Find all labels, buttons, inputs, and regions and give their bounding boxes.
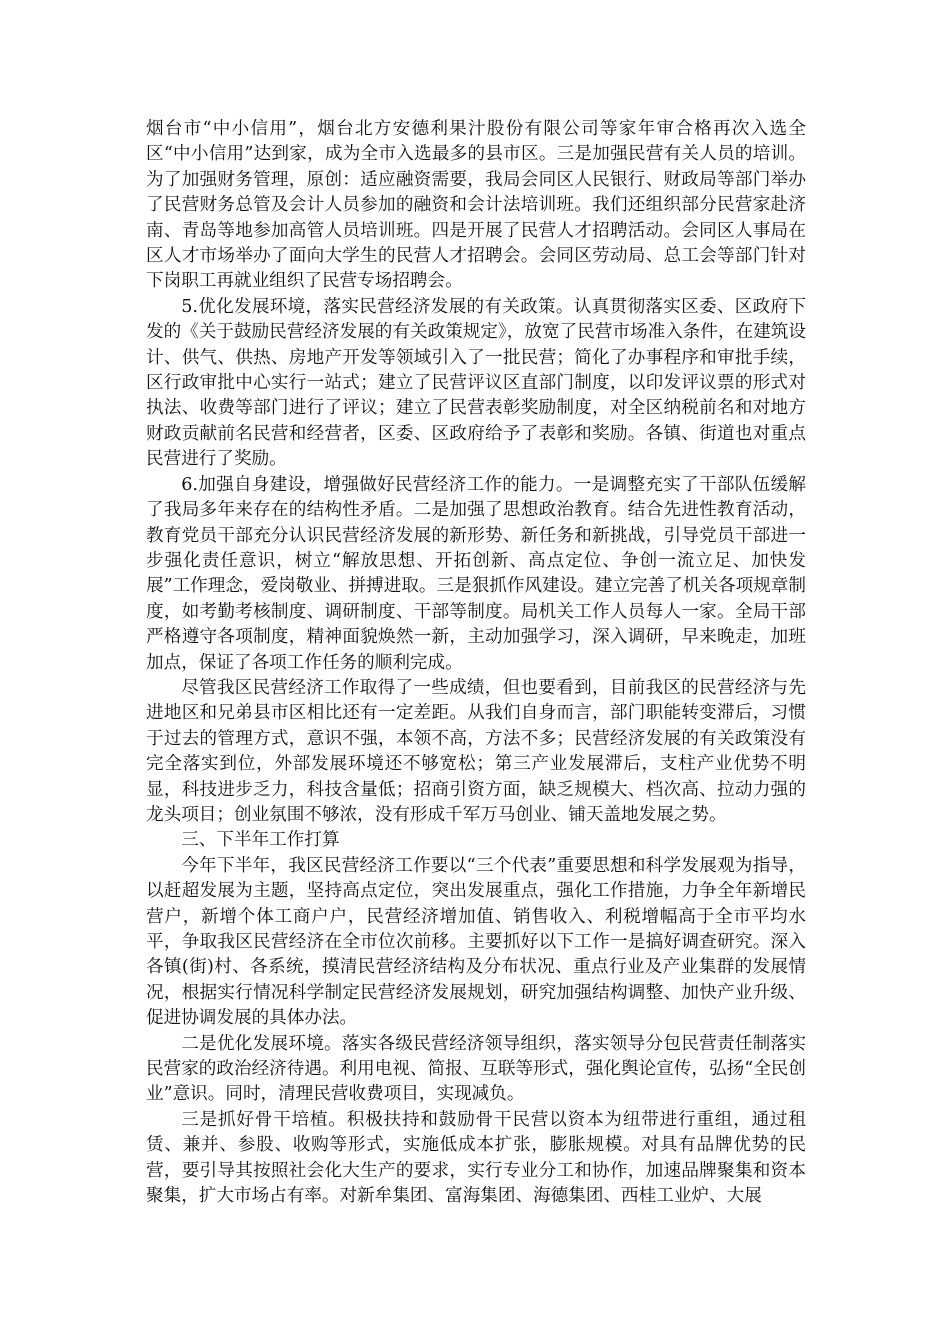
document-body (146, 117, 806, 1209)
paragraph-3: 6.加强自身建设，增强做好民营经济工作的能力。一是调整充实了干部队伍缓解了我局多年来存在的结构性矛盾。二是加强了思想政治教育。结合先进性教育活动，教育党员干部充分认识民营经济发展的新形势、新任务和新挑战，引导党员干部进一步强化责任意识，树立“解放思想、开拓创新、高点定位、争创一流立足、加快发展”工作理念，爱岗敬业、拼搏进取。三是狠抓作风建设。建立完善了机关各项规章制度，如考勤考核制度、调研制度、干部等制度。局机关工作人员每人一家。全局干部严格遵守各项制度，精神面貌焕然一新，主动加强学习，深入调研，早来晚走，加班加点，保证了各项工作任务的顺利完成。 (146, 474, 806, 673)
section-heading: 三、下半年工作打算 (181, 830, 340, 851)
paragraph-7: 三是抓好骨干培植。积极扶持和鼓励骨干民营以资本为纽带进行重组，通过租赁、兼并、参股、收购等形式，实施低成本扩张，膨胀规模。对具有品牌优势的民营，要引导其按照社会化大生产的要求，实行专业分工和协作，加速品牌聚集和资本聚集，扩大市场占有率。对新牟集团、富海集团、海德集团、西桂工业炉、大展 (146, 1109, 806, 1207)
paragraph-4: 尽管我区民营经济工作取得了一些成绩，但也要看到，目前我区的民营经济与先进地区和兄弟县市区相比还有一定差距。从我们自身而言，部门职能转变滞后，习惯于过去的管理方式，意识不强，本领不高，方法不多；民营经济发展的有关政策没有完全落实到位，外部发展环境还不够宽松；第三产业发展滞后，支柱产业优势不明显，科技进步乏力，科技含量低；招商引资方面，缺乏规模大、档次高、拉动力强的龙头项目；创业氛围不够浓，没有形成千军万马创业、铺天盖地发展之势。 (146, 677, 806, 825)
paragraph-6: 二是优化发展环境。落实各级民营经济领导组织，落实领导分包民营责任制落实民营家的政治经济待遇。利用电视、简报、互联等形式，强化舆论宣传，弘扬“全民创业”意识。同时，清理民营收费项目，实现减负。 (146, 1033, 806, 1105)
paragraph-2: 5.优化发展环境，落实民营经济发展的有关政策。认真贯彻落实区委、区政府下发的《关于鼓励民营经济发展的有关政策规定》，放宽了民营市场准入条件，在建筑设计、供气、供热、房地产开发等领域引入了一批民营；简化了办事程序和审批手续，区行政审批中心实行一站式；建立了民营评议区直部门制度，以印发评议票的形式对执法、收费等部门进行了评议；建立了民营表彰奖励制度，对全区纳税前名和对地方财政贡献前名民营和经营者，区委、区政府给予了表彰和奖励。各镇、街道也对重点民营进行了奖励。 (146, 296, 806, 470)
paragraph-1: 烟台市“中小信用”，烟台北方安德利果汁股份有限公司等家年审合格再次入选全区“中小信用”达到家，成为全市入选最多的县市区。三是加强民营有关人员的培训。为了加强财务管理，原创：适应融资需要，我局会同区人民银行、财政局等部门举办了民营财务总管及会计人员参加的融资和会计法培训班。我们还组织部分民营家赴济南、青岛等地参加高管人员培训班。四是开展了民营人才招聘活动。会同区人事局在区人才市场举办了面向大学生的民营人才招聘会。会同区劳动局、总工会等部门针对下岗职工再就业组织了民营专场招聘会。 (146, 119, 806, 292)
paragraph-5: 今年下半年，我区民营经济工作要以“三个代表”重要思想和科学发展观为指导，以赶超发展为主题，坚持高点定位，突出发展重点，强化工作措施，力争全年新增民营户，新增个体工商户户，民营经济增加值、销售收入、利税增幅高于全市平均水平，争取我区民营经济在全市位次前移。主要抓好以下工作一是搞好调查研究。深入各镇(街)村、各系统，摸清民营经济结构及分布状况、重点行业及产业集群的发展情况，根据实行情况科学制定民营经济发展规划，研究加强结构调整、加快产业升级、促进协调发展的具体办法。 (146, 855, 806, 1029)
